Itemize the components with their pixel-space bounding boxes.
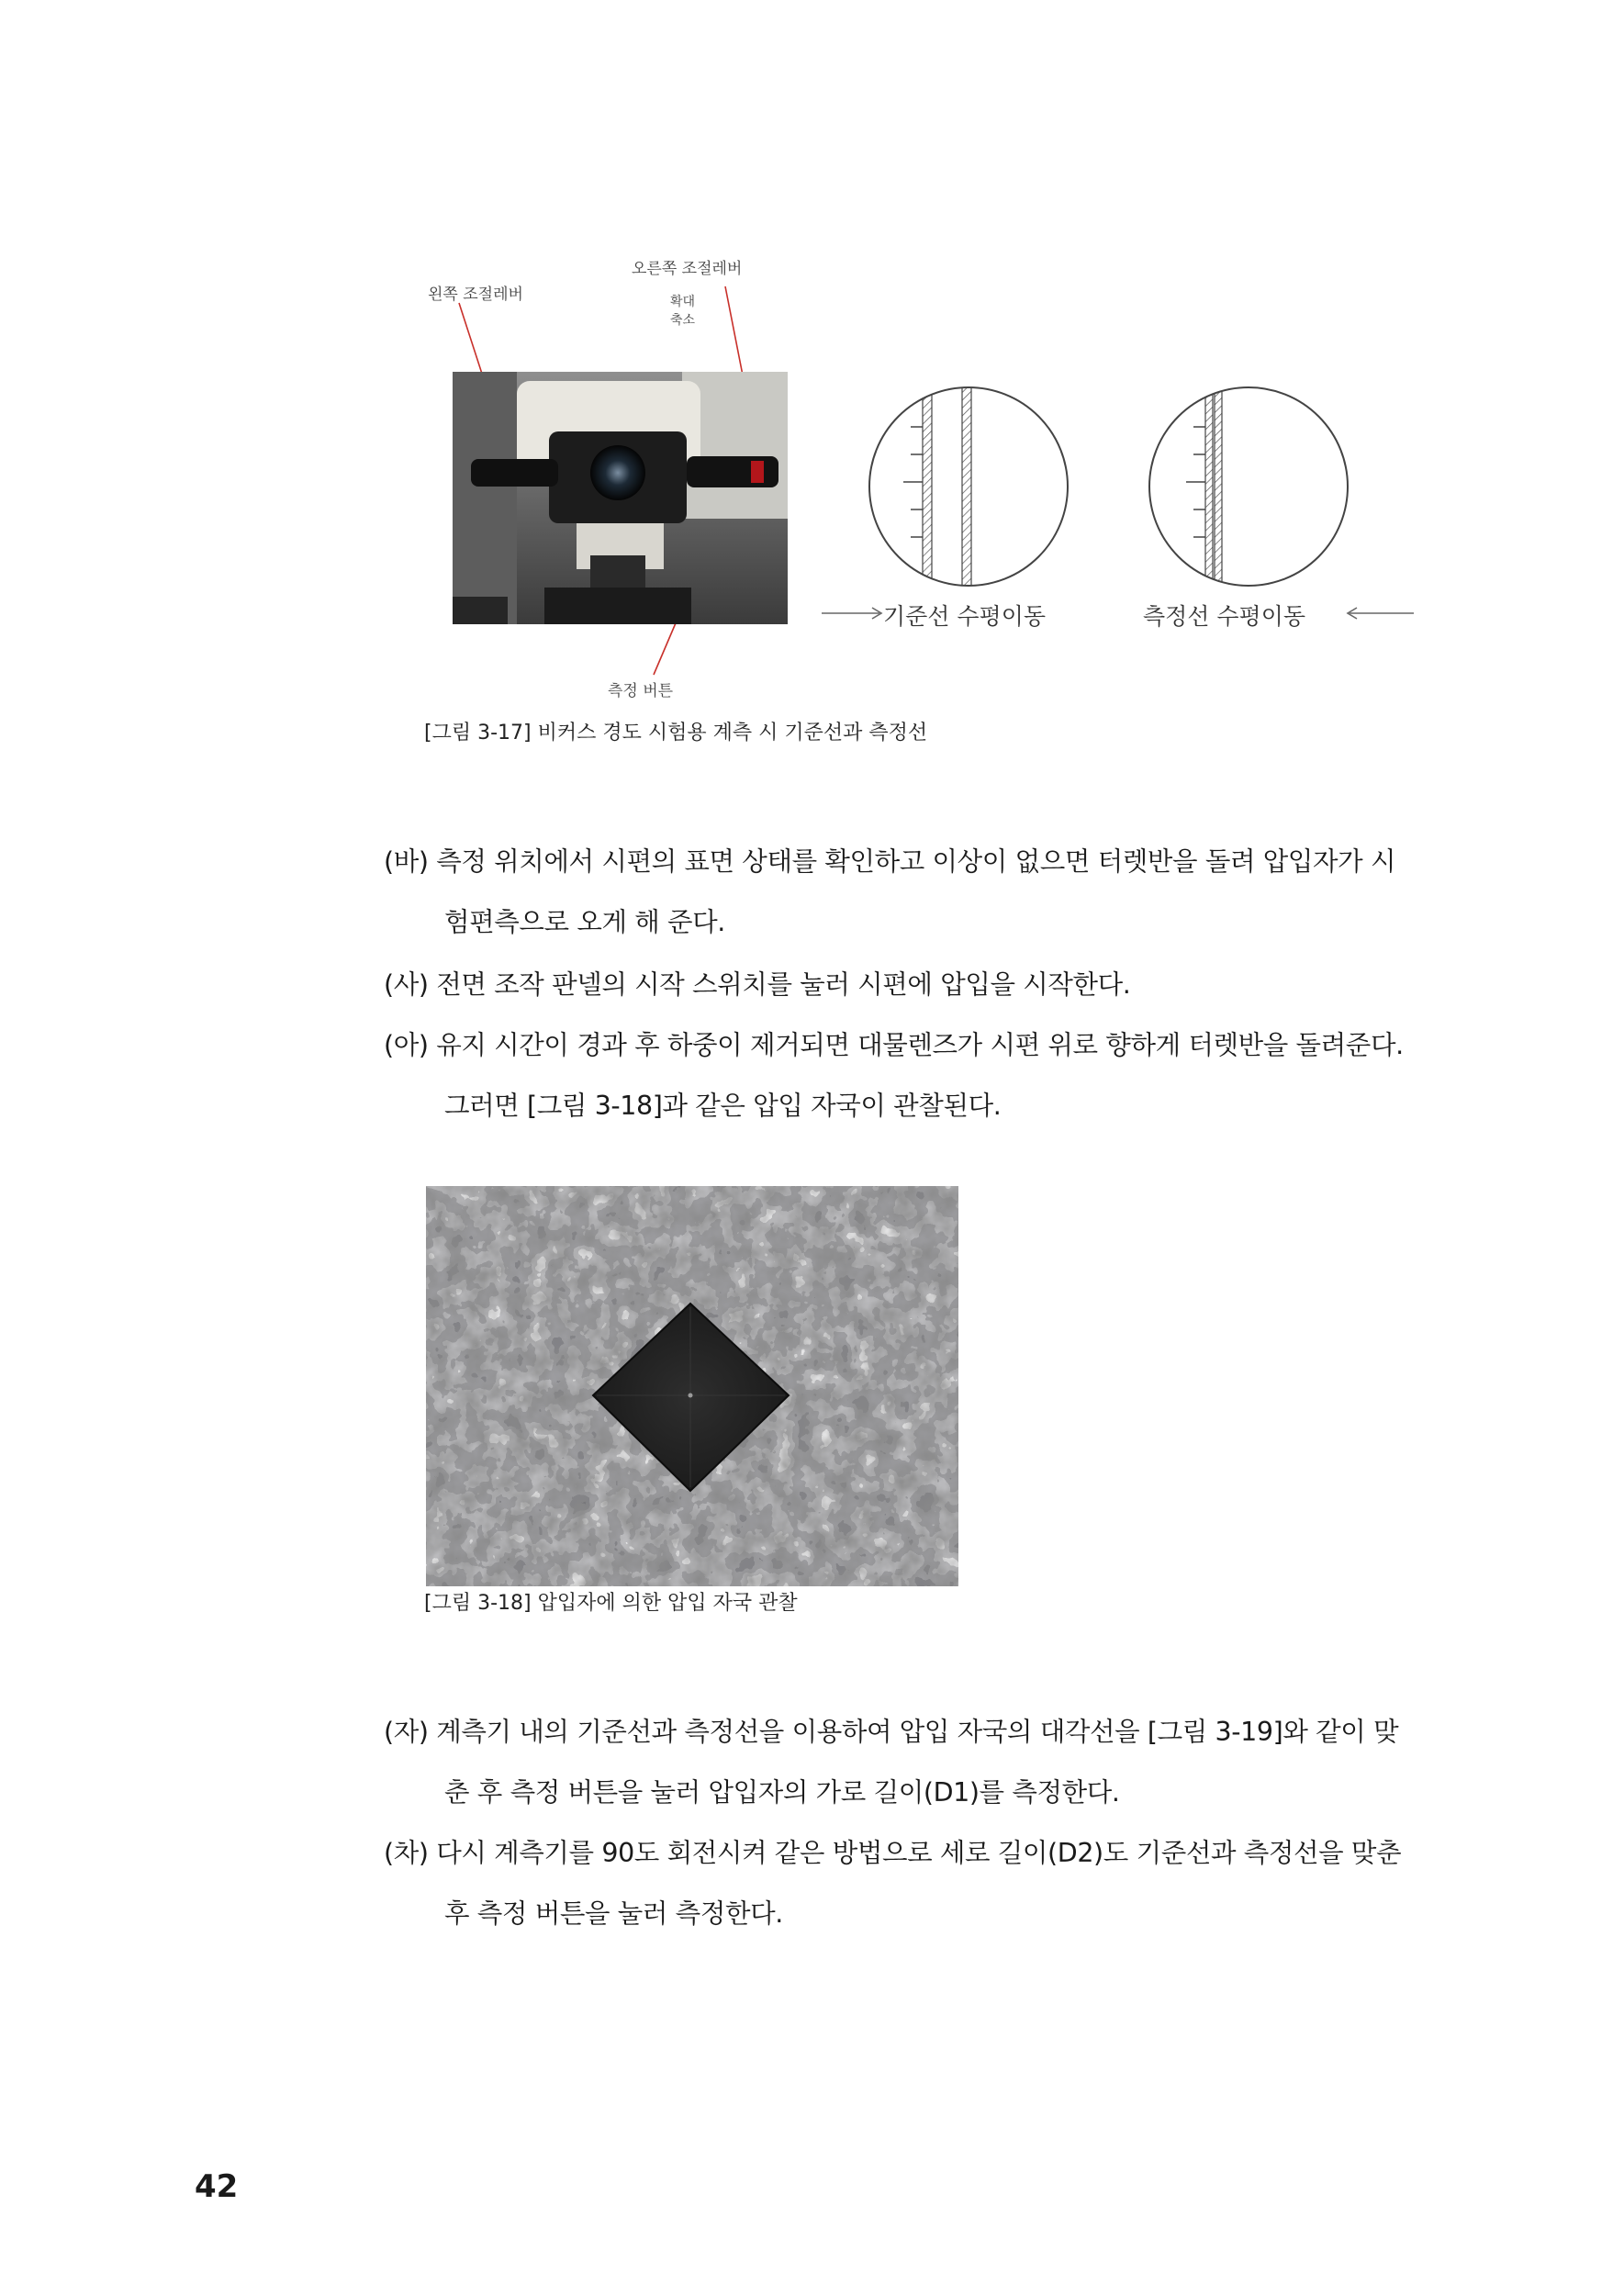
page-number: 42: [195, 2168, 239, 2205]
step-sa: [384, 955, 1439, 1015]
reference-line-label: 기준선 수평이동: [883, 603, 1046, 630]
step-ja: [384, 1702, 1439, 1823]
figure-3-18-caption: [그림 3-18] 압입자에 의한 압입 자국 관찰: [424, 1592, 798, 1615]
callout-right-lever: 오른쪽 조절레버: [632, 260, 743, 278]
callout-zoom-out: 축소: [670, 313, 696, 328]
step-ja-line2: 춘 후 측정 버튼을 눌러 압입자의 가로 길이(D1)를 측정한다.: [444, 1777, 1120, 1808]
step-a-line1: (아) 유지 시간이 경과 후 하중이 제거되면 대물렌즈가 시편 위로 향하게 터렛반을 돌려준다.: [384, 1030, 1404, 1060]
microscope-photo: [453, 372, 788, 624]
callout-measure-button: 측정 버튼: [608, 682, 674, 700]
step-sa-line1: (사) 전면 조작 판넬의 시작 스위치를 눌러 시편에 압입을 시작한다.: [384, 969, 1131, 1000]
step-ba-line1: (바) 측정 위치에서 시편의 표면 상태를 확인하고 이상이 없으면 터렛반을 돌려 압입자가 시: [384, 846, 1396, 877]
figure-3-17-caption: [그림 3-17] 비커스 경도 시험용 계측 시 기준선과 측정선: [424, 722, 928, 744]
step-a: [384, 1015, 1439, 1136]
step-cha-line1: (차) 다시 계측기를 90도 회전시켜 같은 방법으로 세로 길이(D2)도 기준선과 측정선을 맞춘: [384, 1838, 1402, 1868]
step-cha-line2: 후 측정 버튼을 눌러 측정한다.: [444, 1898, 783, 1929]
indentation-micrograph: [426, 1186, 958, 1586]
step-a-line2: 그러면 [그림 3-18]과 같은 압입 자국이 관찰된다.: [444, 1091, 1002, 1121]
step-ja-line1: (자) 계측기 내의 기준선과 측정선을 이용하여 압입 자국의 대각선을 [그림 3-19]와 같이 맞: [384, 1717, 1399, 1747]
callout-zoom-in: 확대: [670, 295, 696, 309]
step-ba: [384, 832, 1439, 953]
step-ba-line2: 험편측으로 오게 해 준다.: [444, 907, 725, 937]
measure-line-label: 측정선 수평이동: [1143, 603, 1305, 630]
callout-left-lever: 왼쪽 조절레버: [428, 285, 523, 304]
step-cha: [384, 1823, 1439, 1944]
